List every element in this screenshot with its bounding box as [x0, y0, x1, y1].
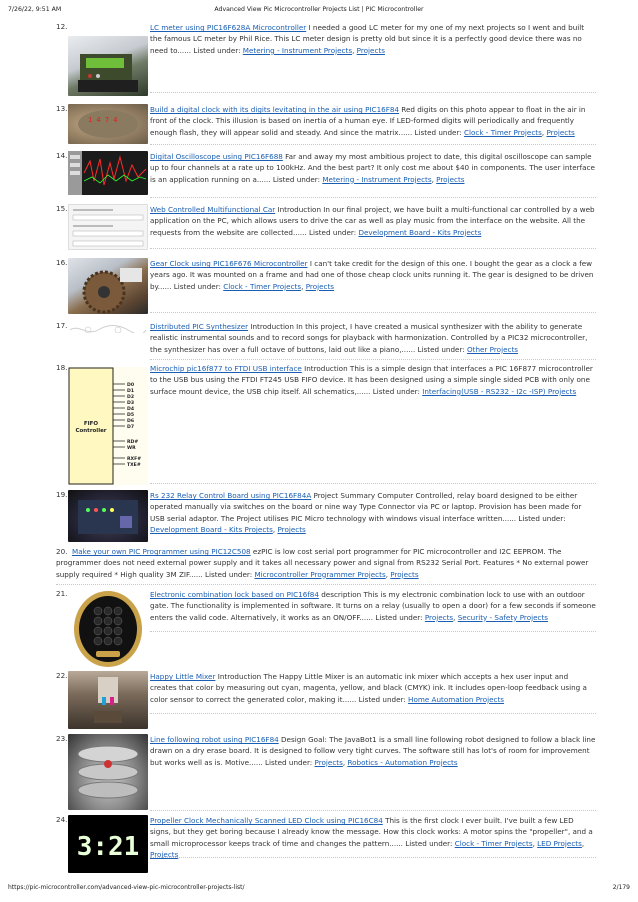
print-footer: [8, 884, 630, 894]
project-description: Far and away my most ambitious project to date, this digital oscilloscope can sample up to four channels at a rate up to 100kHz. And the best part? It only cost me about $40 in components. The user interface is an application running on a...... Listed under:: [150, 152, 595, 184]
category-link[interactable]: Other Projects: [466, 344, 519, 354]
category-link[interactable]: Projects: [150, 850, 179, 860]
project-entry-15: [56, 204, 596, 254]
project-description: Design Goal: The JavaBot1 is a small line following robot designed to follow a black line drawn on a dry erase board. It is designed to follow very tight curves. The software still has lot's of room for improvement but works well as is. Motive...... Listed under:: [150, 735, 596, 767]
print-title: Advanced View Pic Microcontroller Projects List | PIC Microcontroller: [214, 6, 424, 13]
project-link[interactable]: Happy Little Mixer: [150, 672, 216, 681]
page-number: 2/179: [612, 884, 630, 891]
category-link[interactable]: Home Automation Projects: [408, 694, 505, 704]
entry-number: 15.: [56, 204, 68, 213]
project-link[interactable]: Rs 232 Relay Control Board using PIC16F84A: [150, 491, 312, 500]
propeller-display-digits: 3:21: [76, 832, 140, 862]
pin-label: D3: [127, 401, 135, 406]
oscilloscope-screenshot: [68, 151, 148, 195]
divider: [150, 631, 596, 632]
entry-text: [150, 204, 596, 238]
relay-board-photo: [68, 490, 148, 542]
entry-text: Gear Clock using PIC16F676 Microcontroller I can't take credit for the design of this one. I bought the gear as a clock a few years ago. It was mounted on a frame and had one of those cheap clock units running it. The gear is designed to be driven by...... Listed under: Clock - Timer Projects, Projects: [150, 259, 594, 291]
category-link[interactable]: Clock - Timer Projects: [454, 838, 533, 848]
entry-text: Line following robot using PIC16F84 Design Goal: The JavaBot1 is a small line following robot designed to follow a black line drawn on a dry erase board. It is designed to follow very tight curves. The software still has lot's of room for improvement but works well as is. Motive...... Listed under: Projects, Robotics - Automation Projects: [150, 735, 596, 767]
entry-number: 22.: [56, 671, 68, 680]
project-description: Introduction In our final project, we have built a multi-functional car controlled by a web application on the PC, which allows users to drive the car as well as play music from the interface on the website. All the requests from the website are collected...... Listed under:: [150, 205, 595, 237]
project-link[interactable]: Gear Clock using PIC16F676 Microcontroller: [150, 259, 308, 268]
fifo-controller-diagram: [68, 367, 148, 485]
category-link[interactable]: Development Board - Kits Projects: [358, 227, 482, 237]
pin-label: D1: [127, 389, 135, 394]
category-link[interactable]: Development Board - Kits Projects: [150, 525, 273, 535]
project-entry-21: [56, 589, 596, 669]
pin-label: RXF#: [127, 457, 142, 462]
entry-number: 20.: [56, 547, 68, 556]
divider: [150, 144, 596, 145]
entry-text: LC meter using PIC16F628A Microcontroller I needed a good LC meter for my one of my next projects so I went and built the famous LC meter by Phil Rice. This LC meter design is pretty old but since it is a perfectly good device there was no need to...... Listed under: Metering - Instrument Projects, Projects: [150, 23, 585, 55]
entry-text: Digital Oscilloscope using PIC16F688 Far and away my most ambitious project to date, this digital oscilloscope can sample up to four channels at a rate up to 100kHz. And the best part? It only cost me about $40 in components. The user interface is an application running on a...... Listed under: Metering - Instrument Projects, Projects: [150, 152, 595, 184]
project-link[interactable]: Digital Oscilloscope using PIC16F688: [150, 152, 283, 161]
print-header: [8, 6, 630, 18]
entry-number: 17.: [56, 321, 68, 330]
project-entry-17: [56, 321, 596, 361]
ink-mixer-photo: [68, 671, 148, 729]
category-link[interactable]: Projects: [305, 281, 335, 291]
entry-text: 20. Make your own PIC Programmer using PIC12C508 ezPIC is low cost serial port programmer for PIC microcontroller and I2C EEPROM. The programmer does not need external power supply and it takes all necessary power and signal from RS232 Serial Port. Features * No external power supply required * High quality 3M ZIF...... Listed under: Microcontroller Programmer Projects, Projects: [56, 547, 589, 579]
project-link[interactable]: LC meter using PIC16F628A Microcontroller: [150, 23, 307, 32]
divider: [150, 248, 596, 249]
pin-label: D7: [127, 425, 135, 430]
divider: [150, 810, 596, 811]
project-link[interactable]: Electronic combination lock based on PIC16f84: [150, 590, 319, 599]
project-description: I needed a good LC meter for my one of my next projects so I went and built the famous LC meter by Phil Rice. This LC meter design is pretty old but since it is a perfectly good device there was no need to...... Listed under:: [150, 23, 585, 55]
project-description: This is the first clock I ever built. I've built a few LED signs, but they get boring because I already know the message. How this clock works: A motor spins the "propeller", and a small microprocessor keeps track of time and changes the pattern...... Listed under:: [150, 816, 593, 848]
fifo-label: FIFO: [83, 421, 99, 427]
entry-text: [150, 321, 596, 355]
project-link[interactable]: Line following robot using PIC16F84: [150, 735, 279, 744]
entry-text: Build a digital clock with its digits levitating in the air using PIC16F84 Red digits on this photo appear to float in the air in front of the clock. This illusion is based on inertia of a human eye. If LED-formed digits will periodically and frequently enough flash, they will appear solid and steady. And since the matrix...... Listed under: Clock - Timer Projects, Projects: [150, 105, 586, 137]
divider: [56, 584, 596, 585]
entry-text: Electronic combination lock based on PIC16f84 description This is my electronic combination lock to use with an outdoor gate. The functionality is implemented in software. It turns on a relay (usually to open a door) for a few seconds if someone enters the valid code. Alternatively, it works as an ON/OFF...... Listed under: Projects, Security - Safety Projects: [150, 590, 596, 622]
pin-label: D2: [127, 395, 135, 400]
entry-text: [150, 363, 596, 397]
project-description: Red digits on this photo appear to float in the air in front of the clock. This illusion is based on inertia of a human eye. If LED-formed digits will periodically and frequently enough flash, they will appear solid and steady. And since the matrix...... Listed under:: [150, 105, 586, 137]
divider: [150, 483, 596, 484]
pin-label: D0: [127, 383, 135, 388]
category-link[interactable]: Projects: [356, 45, 385, 55]
category-link[interactable]: Projects: [436, 174, 465, 184]
project-entry-19: [56, 490, 596, 544]
pin-label: TXE#: [127, 463, 141, 468]
print-datetime: 7/26/22, 9:51 AM: [8, 6, 62, 13]
category-link[interactable]: Metering - Instrument Projects: [242, 45, 353, 55]
category-link[interactable]: Projects: [277, 525, 306, 535]
project-entry-12: [56, 22, 596, 98]
category-link[interactable]: Projects: [390, 569, 419, 579]
project-entry-14: [56, 151, 596, 199]
divider: [150, 197, 596, 198]
project-description: ezPIC is low cost serial port programmer for PIC microcontroller and I2C EEPROM. The programmer does not need external power supply and it takes all necessary power and signal from RS232 Serial Port. Features * No external power supply required * High quality 3M ZIF...... Listed under:: [56, 547, 589, 579]
project-description: Introduction In this project, I have created a musical synthesizer with the ability to generate realistic instrumental sounds and to record songs for playback with harmonization. Controlled by a PIC32 microcontroller, the synthesizer has over a full octave of buttons, laid out like a piano,...... Listed under:: [150, 322, 588, 354]
pin-label: RD#: [127, 440, 139, 445]
divider: [150, 312, 596, 313]
entry-number: 16.: [56, 258, 68, 267]
page-url: https://pic-microcontroller.com/advanced-view-pic-microcontroller-projects-list/: [8, 884, 245, 891]
entry-text: Rs 232 Relay Control Board using PIC16F84A Project Summary Computer Controlled, relay board designed to be either operated manually via switches on the board or nine way Type Connector via PC or laptop. Provision has been made for USB serial adaptor. The Project utilises PIC Micro technology with windows visual interface written...... Listed under: Development Board - Kits Projects, Projects: [150, 491, 582, 535]
project-link[interactable]: Build a digital clock with its digits levitating in the air using PIC16F84: [150, 105, 399, 114]
project-description: description This is my electronic combination lock to use with an outdoor gate. The functionality is implemented in software. It turns on a relay (usually to open a door) for a few seconds if someone enters the valid code. Alternatively, it works as an ON/OFF...... Listed under:: [150, 590, 596, 622]
category-link[interactable]: Security - Safety Projects: [457, 612, 549, 622]
project-entry-18: [56, 363, 596, 487]
entry-number: 24.: [56, 815, 68, 824]
divider: [150, 359, 596, 360]
web-interface-screenshot: [68, 204, 148, 250]
project-link[interactable]: Web Controlled Multifunctional Car: [150, 205, 276, 214]
fifo-sublabel: Controller: [75, 428, 107, 434]
divider: [150, 857, 596, 858]
propeller-clock-photo: [68, 815, 148, 873]
project-link[interactable]: Make your own PIC Programmer using PIC12C508: [72, 547, 251, 556]
category-link[interactable]: Robotics - Automation Projects: [347, 757, 458, 767]
category-link[interactable]: Metering - Instrument Projects: [322, 174, 432, 184]
entry-number: 23.: [56, 734, 68, 743]
pin-label: D4: [127, 407, 135, 412]
entry-text: Propeller Clock Mechanically Scanned LED Clock using PIC16C84 This is the first clock I ever built. I've built a few LED signs, but they get boring because I already know the message. How this clock works: A motor spins the "propeller", and a small microprocessor keeps track of time and changes the pattern...... Listed under: Clock - Timer Projects, LED Projects, Projects: [150, 816, 593, 860]
project-entry-16: [56, 258, 596, 318]
entry-number: 12.: [56, 22, 68, 31]
project-description: Project Summary Computer Controlled, relay board designed to be either operated manually via switches on the board or nine way Type Connector via PC or laptop. Provision has been made for USB serial adaptor. The Project utilises PIC Micro technology with windows visual interface written...... Listed under:: [150, 491, 582, 523]
project-entry-20: [56, 546, 596, 586]
project-entry-24: [56, 815, 596, 877]
entry-number: 18.: [56, 363, 68, 372]
category-link[interactable]: Interfacing(USB - RS232 - I2c -ISP) Projects: [422, 386, 577, 396]
project-entry-22: [56, 671, 596, 731]
divider: [150, 713, 596, 714]
project-link[interactable]: Propeller Clock Mechanically Scanned LED Clock using PIC16C84: [150, 816, 383, 825]
project-entry-23: [56, 734, 596, 812]
lc-meter-photo: [68, 36, 148, 96]
project-link[interactable]: Distributed PIC Synthesizer: [150, 322, 249, 331]
levitating-clock-photo: [68, 104, 148, 144]
category-link[interactable]: Projects: [546, 127, 575, 137]
category-link[interactable]: Projects: [314, 757, 343, 767]
svg-text:1 4 7 4: 1 4 7 4: [88, 116, 118, 124]
pin-label: WR: [127, 446, 136, 451]
synthesizer-banner: [68, 321, 148, 333]
category-link[interactable]: Clock - Timer Projects: [464, 127, 542, 137]
entry-number: 19.: [56, 490, 68, 499]
project-entry-13: [56, 104, 596, 148]
entry-number: 14.: [56, 151, 68, 160]
divider: [150, 92, 596, 93]
project-description: Introduction This is a simple design that interfaces a PIC 16F877 microcontroller to the USB bus using the FTDI FT245 USB FIFO device. It has been designed using a simple single sided PCB with only one surface mount device, the USB chip itself. All schematics,...... Listed under:: [150, 364, 593, 396]
category-link[interactable]: Projects: [424, 612, 454, 622]
pin-label: D5: [127, 413, 135, 418]
pin-label: D6: [127, 419, 135, 424]
project-link[interactable]: Microchip pic16f877 to FTDI USB interface: [150, 364, 302, 373]
category-link[interactable]: Microcontroller Programmer Projects: [254, 569, 386, 579]
project-description: Introduction The Happy Little Mixer is an automatic ink mixer which accepts a hex user input and creates that color by measuring out cyan, magenta, yellow, and black (CMYK) ink. It includes open-loop feedback using a color sensor to correct the generated color, making it...... Listed under:: [150, 672, 587, 704]
entry-number: 21.: [56, 589, 68, 598]
line-following-robot-photo: [68, 734, 148, 810]
entry-text: [150, 671, 596, 705]
combination-lock-photo: [68, 589, 148, 669]
project-description: I can't take credit for the design of this one. I bought the gear as a clock a few years ago. It was mounted on a frame and had one of those cheap clock units running it. The gear is designed to be driven by...... Listed under:: [150, 259, 594, 291]
category-link[interactable]: Clock - Timer Projects: [223, 281, 302, 291]
entry-number: 13.: [56, 104, 68, 113]
category-link[interactable]: LED Projects: [537, 838, 582, 848]
gear-clock-photo: [68, 258, 148, 314]
